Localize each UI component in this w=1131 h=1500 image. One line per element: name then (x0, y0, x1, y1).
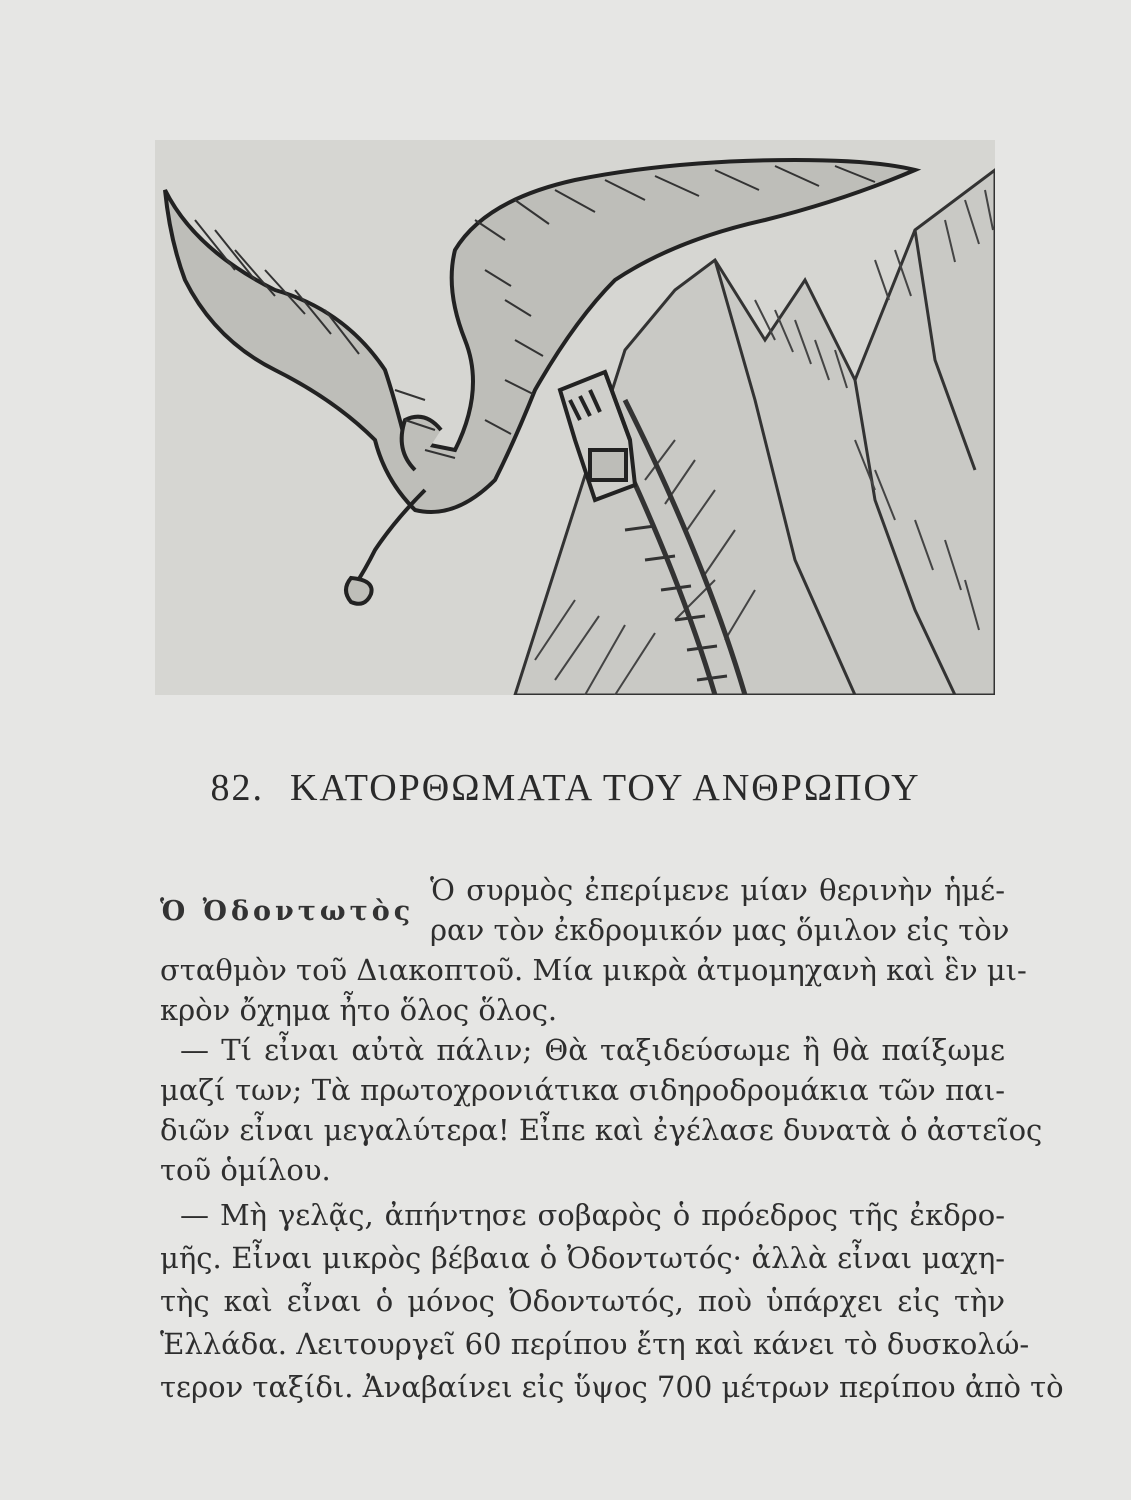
body-line: — Μὴ γελᾷς, ἀπήντησε σοβαρὸς ὁ πρόεδρος τῆς ἐκδρο- (180, 1198, 1005, 1232)
body-line: Ἑλλάδα. Λειτουργεῖ 60 περίπου ἔτη καὶ κάνει τὸ δυσκολώ- (160, 1327, 1030, 1361)
body-line: μῆς. Εἶναι μικρὸς βέβαια ὁ Ὀδοντωτός· ἀλλὰ εἶναι μαχη- (160, 1241, 1005, 1275)
body-line: κρὸν ὄχημα ἦτο ὅλος ὅλος. (160, 993, 558, 1027)
body-line: ραν τὸν ἐκδρομικόν μας ὅμιλον εἰς τὸν (430, 913, 1010, 947)
body-line: — Τί εἶναι αὐτὰ πάλιν; Θὰ ταξιδεύσωμε ἢ θὰ παίξωμε (180, 1033, 1005, 1067)
body-line: τερον ταξίδι. Ἀναβαίνει εἰς ὕψος 700 μέτρων περίπου ἀπὸ τὸ (160, 1370, 1064, 1404)
section-heading: Ὁ Ὀδοντωτὸς (160, 896, 415, 927)
body-line: τοῦ ὁμίλου. (160, 1153, 331, 1187)
body-line: διῶν εἶναι μεγαλύτερα! Εἶπε καὶ ἐγέλασε δυνατὰ ὁ ἀστεῖος (160, 1113, 1043, 1147)
eagle-train-illustration (155, 140, 995, 695)
body-line: τὴς καὶ εἶναι ὁ μόνος Ὀδοντωτός, ποὺ ὑπάρχει εἰς τὴν (160, 1284, 1005, 1318)
body-line: μαζί των; Τὰ πρωτοχρονιάτικα σιδηροδρομάκια τῶν παι- (160, 1073, 1005, 1107)
body-line: Ὁ συρμὸς ἐπερίμενε μίαν θερινὴν ἡμέ- (430, 873, 1005, 907)
eagle-icon (155, 140, 995, 695)
chapter-number: 82. (210, 767, 264, 809)
chapter-title (0, 766, 1131, 810)
chapter-title-text: ΚΑΤΟΡΘΩΜΑΤΑ ΤΟΥ ΑΝΘΡΩΠΟΥ (289, 767, 921, 809)
body-line: σταθμὸν τοῦ Διακοπτοῦ. Μία μικρὰ ἀτμομηχανὴ καὶ ἓν μι- (160, 953, 1027, 987)
